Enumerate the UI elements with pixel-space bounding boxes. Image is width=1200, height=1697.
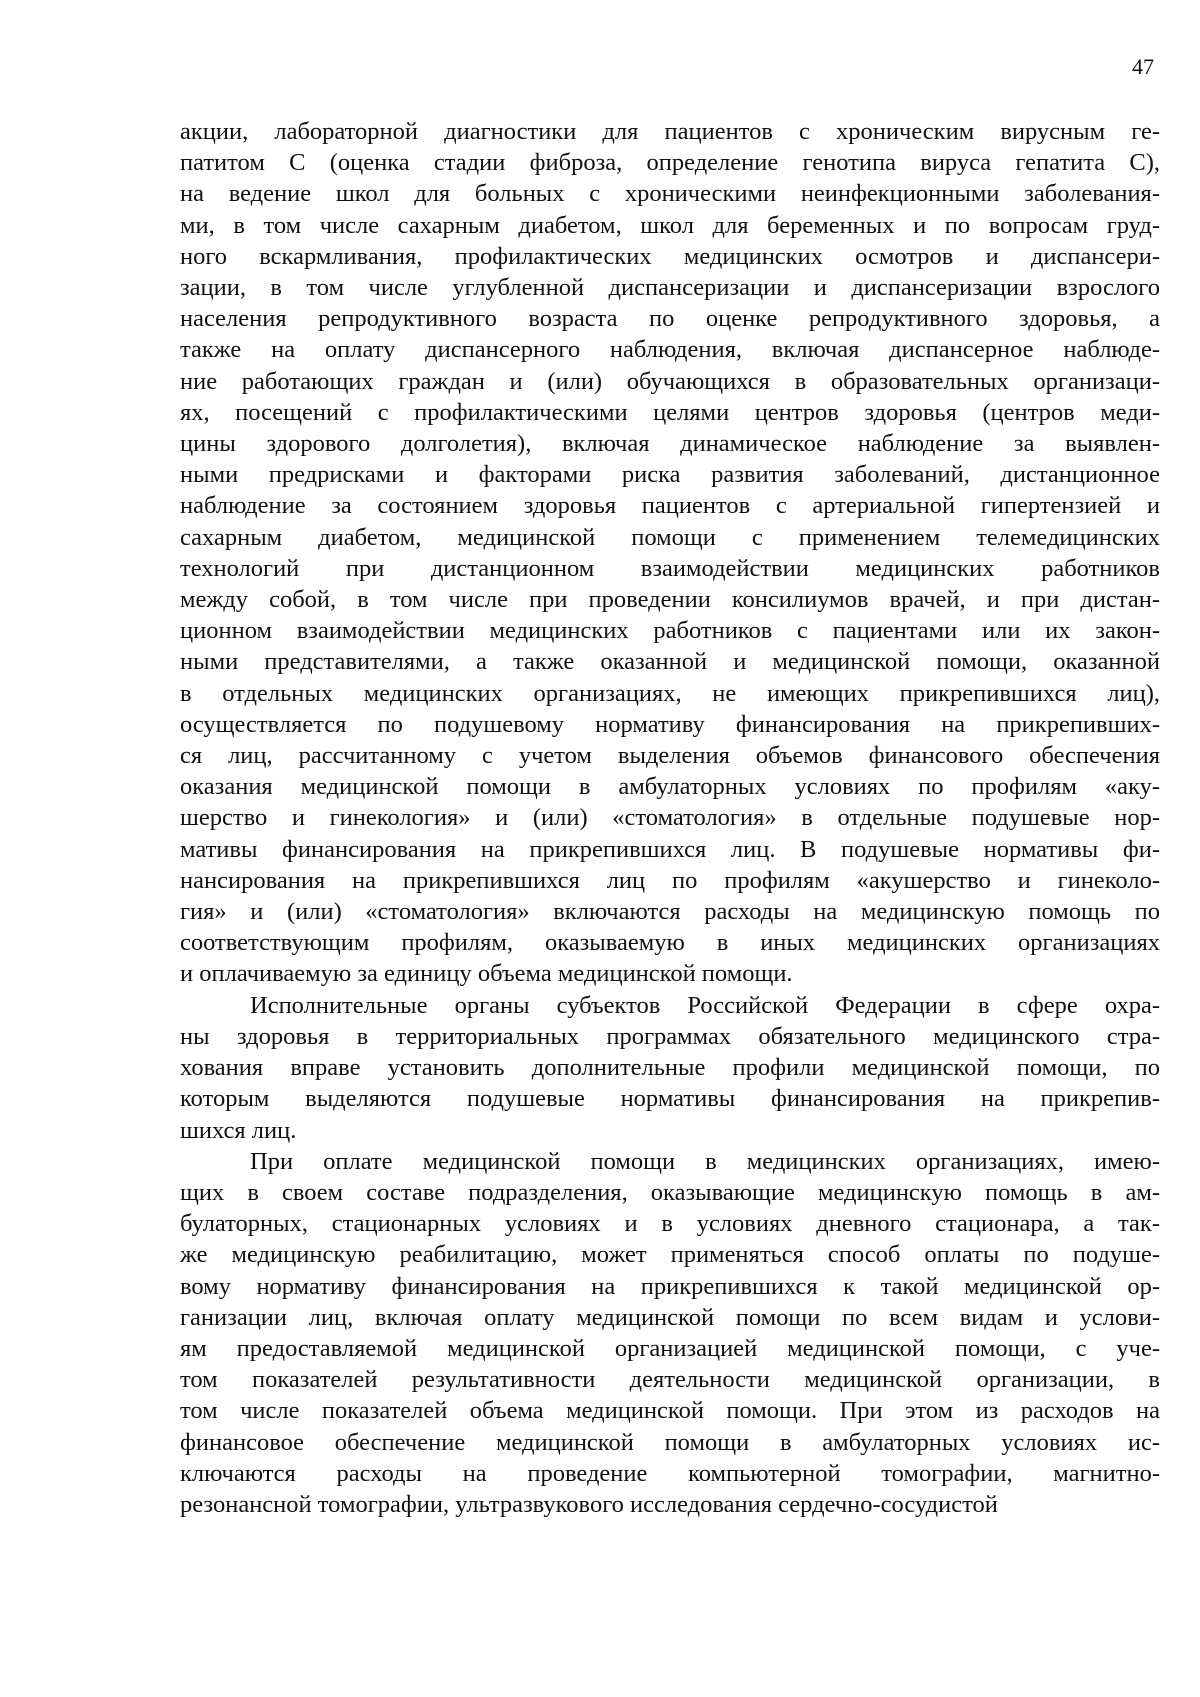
text-line: ми, в том числе сахарным диабетом, школ для беременных и по вопросам груд- [180, 211, 1160, 239]
text-line: оказания медицинской помощи в амбулаторных условиях по профилям «аку- [180, 773, 1160, 801]
text-line: гия» и (или) «стоматология» включаются расходы на медицинскую помощь по [180, 898, 1160, 926]
text-line: ными предрисками и факторами риска развития заболеваний, дистанционное [180, 461, 1160, 489]
text-line: на ведение школ для больных с хроническими неинфекционными заболевания- [180, 180, 1160, 208]
text-line: же медицинскую реабилитацию, может применяться способ оплаты по подуше- [180, 1241, 1160, 1269]
text-line: ние работающих граждан и (или) обучающихся в образовательных организаци- [180, 367, 1160, 395]
paragraph [180, 1146, 1160, 1520]
paragraph [180, 116, 1160, 990]
text-line: соответствующим профилям, оказываемую в иных медицинских организациях [180, 929, 1160, 957]
text-line: осуществляется по подушевому нормативу финансирования на прикрепивших- [180, 710, 1160, 738]
text-line: ганизации лиц, включая оплату медицинской помощи по всем видам и услови- [180, 1303, 1160, 1331]
text-line: ся лиц, рассчитанному с учетом выделения объемов финансового обеспечения [180, 742, 1160, 770]
text-line: нансирования на прикрепившихся лиц по профилям «акушерство и гинеколо- [180, 866, 1160, 894]
text-line: резонансной томографии, ультразвукового исследования сердечно-сосудистой [180, 1490, 998, 1518]
text-line: булаторных, стационарных условиях и в условиях дневного стационара, а так- [180, 1210, 1160, 1238]
text-line: том показателей результативности деятельности медицинской организации, в [180, 1366, 1160, 1394]
page-number: 47 [1132, 54, 1154, 79]
text-line: также на оплату диспансерного наблюдения, включая диспансерное наблюде- [180, 336, 1160, 364]
text-line: ям предоставляемой медицинской организацией медицинской помощи, с уче- [180, 1334, 1160, 1362]
text-line: ключаются расходы на проведение компьютерной томографии, магнитно- [180, 1459, 1160, 1487]
text-line: щих в своем составе подразделения, оказывающие медицинскую помощь в ам- [180, 1178, 1160, 1206]
text-line: ного вскармливания, профилактических медицинских осмотров и диспансери- [180, 242, 1160, 270]
text-line: технологий при дистанционном взаимодействии медицинских работников [180, 554, 1160, 582]
text-line: между собой, в том числе при проведении консилиумов врачей, и при дистан- [180, 586, 1160, 614]
text-line: шихся лиц. [180, 1116, 297, 1144]
body-text [180, 116, 1160, 1520]
text-line: хования вправе установить дополнительные профили медицинской помощи, по [180, 1054, 1160, 1082]
text-line: ными представителями, а также оказанной и медицинской помощи, оказанной [180, 648, 1160, 676]
text-line: ционном взаимодействии медицинских работников с пациентами или их закон- [180, 617, 1160, 645]
text-line: При оплате медицинской помощи в медицинских организациях, имею- [250, 1147, 1160, 1175]
text-line: зации, в том числе углубленной диспансеризации и диспансеризации взрослого [180, 274, 1160, 302]
text-line: и оплачиваемую за единицу объема медицинской помощи. [180, 960, 793, 988]
text-line: акции, лабораторной диагностики для пациентов с хроническим вирусным ге- [180, 118, 1160, 145]
text-line: которым выделяются подушевые нормативы финансирования на прикрепив- [180, 1085, 1160, 1113]
text-line: Исполнительные органы субъектов Российской Федерации в сфере охра- [250, 991, 1160, 1019]
text-line: патитом С (оценка стадии фиброза, определение генотипа вируса гепатита С), [180, 149, 1160, 177]
text-line: том числе показателей объема медицинской помощи. При этом из расходов на [180, 1397, 1160, 1425]
text-line: наблюдение за состоянием здоровья пациентов с артериальной гипертензией и [180, 492, 1160, 520]
text-line: вому нормативу финансирования на прикрепившихся к такой медицинской ор- [180, 1272, 1160, 1300]
text-line: населения репродуктивного возраста по оценке репродуктивного здоровья, а [180, 305, 1160, 333]
text-line: шерство и гинекология» и (или) «стоматология» в отдельные подушевые нор- [180, 804, 1160, 832]
text-line: ны здоровья в территориальных программах обязательного медицинского стра- [180, 1022, 1160, 1050]
text-line: финансовое обеспечение медицинской помощи в амбулаторных условиях ис- [180, 1428, 1160, 1456]
text-line: ях, посещений с профилактическими целями центров здоровья (центров меди- [180, 398, 1160, 426]
text-line: в отдельных медицинских организациях, не имеющих прикрепившихся лиц), [180, 679, 1160, 707]
text-line: сахарным диабетом, медицинской помощи с применением телемедицинских [180, 523, 1160, 551]
paragraph [180, 990, 1160, 1146]
text-line: цины здорового долголетия), включая динамическое наблюдение за выявлен- [180, 430, 1160, 458]
text-line: мативы финансирования на прикрепившихся лиц. В подушевые нормативы фи- [180, 835, 1160, 863]
